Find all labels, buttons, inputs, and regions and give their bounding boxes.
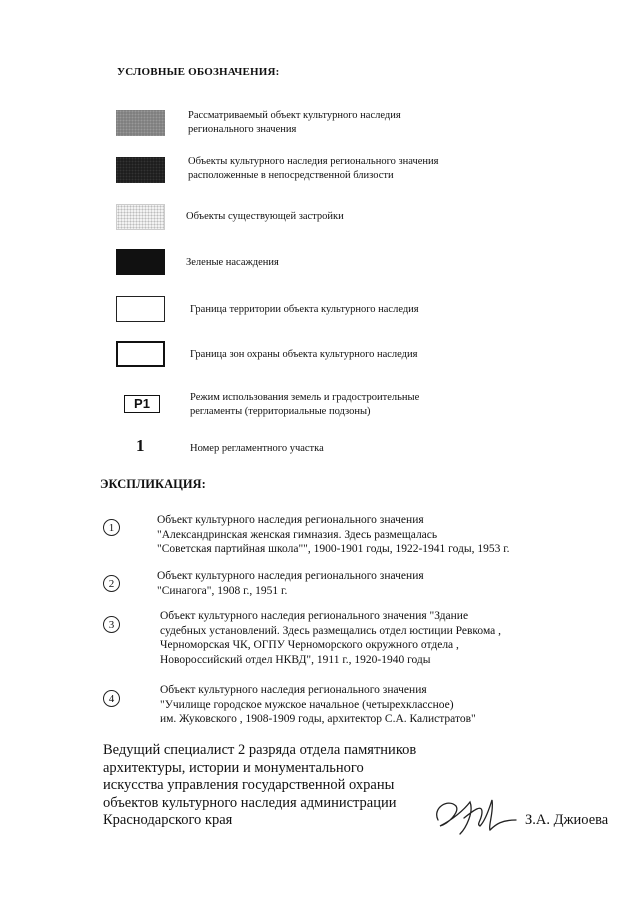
legend-text-territory-boundary: Граница территории объекта культурного наследия	[190, 304, 419, 315]
legend-symbol-nearby-heritage	[116, 157, 165, 183]
explication-number-2: 2	[103, 575, 120, 592]
legend-symbol-green-spaces	[116, 249, 165, 275]
legend-text-nearby-heritage: Объекты культурного наследия регионального значения расположенные в непосредственной близости	[188, 156, 439, 181]
legend-text-plot-number: Номер регламентного участка	[190, 443, 324, 454]
explication-text-2: Объект культурного наследия регионального значения "Синагога", 1908 г., 1951 г.	[157, 570, 424, 597]
legend-text-green-spaces: Зеленые насаждения	[186, 257, 279, 268]
handwritten-signature	[430, 790, 520, 840]
signatory-name: З.А. Джиоева	[525, 812, 609, 828]
legend-text-protection-zone-boundary: Граница зон охраны объекта культурного наследия	[190, 349, 418, 360]
legend-symbol-regime-code: Р1	[124, 395, 160, 413]
legend-heading: УСЛОВНЫЕ ОБОЗНАЧЕНИЯ:	[117, 66, 280, 78]
explication-text-1: Объект культурного наследия регионального значения "Александринская женская гимназия. Здесь размещалась "Советская партийная школа"", 1900-1901 годы, 1922-1941 годы, 1953 г.	[157, 514, 510, 555]
explication-number-3: 3	[103, 616, 120, 633]
legend-symbol-considered-object	[116, 110, 165, 136]
legend-text-land-use-regime: Режим использования земель и градостроительные регламенты (территориальные подзоны)	[190, 392, 420, 417]
explication-number-1: 1	[103, 519, 120, 536]
explication-text-4: Объект культурного наследия регионального значения "Училище городское мужское начальное (четырехклассное) им. Жуковского , 1908-1909 годы, архитектор С.А. Калистратов"	[160, 684, 476, 725]
explication-text-3: Объект культурного наследия регионального значения "Здание судебных установлений. Здесь размещались отдел юстиции Ревкома , Черноморская ЧК, ОГПУ Черноморского окружного отдела , Новороссийский отдел НКВД", 1911 г., 1920-1940 годы	[160, 610, 502, 666]
legend-symbol-protection-zone-boundary	[116, 341, 165, 367]
legend-symbol-territory-boundary	[116, 296, 165, 322]
explication-number-4: 4	[103, 690, 120, 707]
legend-symbol-plot-number: 1	[136, 436, 145, 455]
legend-text-existing-buildings: Объекты существующей застройки	[186, 211, 344, 222]
signatory-position: Ведущий специалист 2 разряда отдела памятников архитектуры, истории и монументального искусства управления государственной охраны объектов культурного наследия администрации Краснодарского края	[103, 742, 417, 828]
legend-symbol-existing-buildings	[116, 204, 165, 230]
legend-text-considered-object: Рассматриваемый объект культурного наследия регионального значения	[188, 110, 401, 135]
explication-heading: ЭКСПЛИКАЦИЯ:	[100, 477, 206, 491]
